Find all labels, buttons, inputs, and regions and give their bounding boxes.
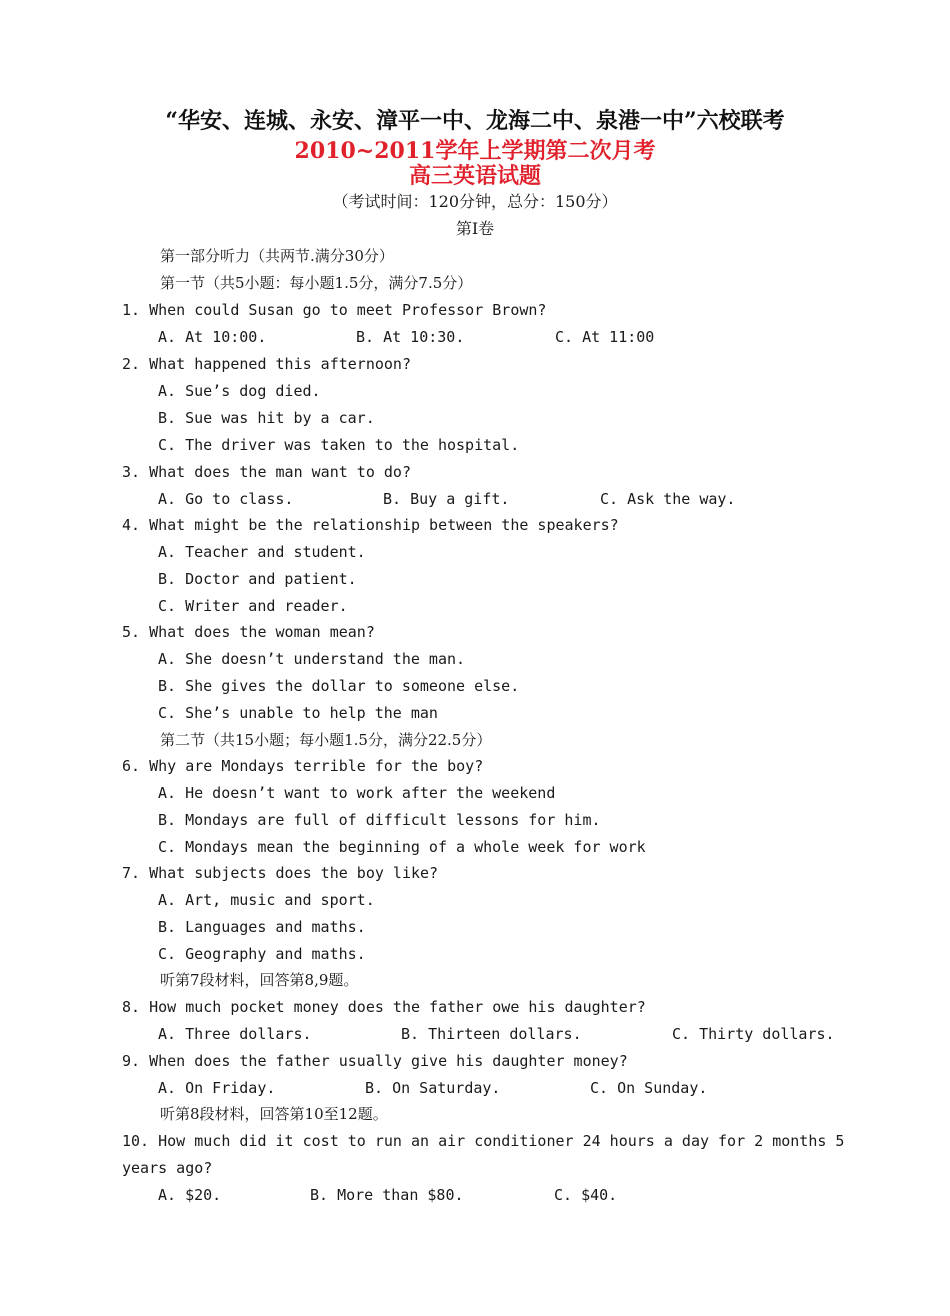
q2-option-b: B. Sue was hit by a car. [158,409,375,427]
q6-option-a: A. He doesn’t want to work after the weekend [158,784,556,802]
q9-option-a: A. On Friday. [158,1079,276,1097]
section2-heading: 第二节（共15小题；每小题1.5分，满分22.5分） [160,731,492,749]
part1-heading: 第一部分听力（共两节.满分30分） [160,247,394,265]
q4-option-a: A. Teacher and student. [158,543,366,561]
question-2: 2. What happened this afternoon? [122,355,411,373]
q10-option-c: C. $40. [554,1186,618,1204]
material8-instruction: 听第8段材料，回答第10至12题。 [160,1105,388,1123]
q4-option-c: C. Writer and reader. [158,597,348,615]
q4-option-b: B. Doctor and patient. [158,570,357,588]
schools-title: “华安、连城、永安、漳平一中、龙海二中、泉港一中”六校联考 [165,108,785,134]
q3-option-b: B. Buy a gift. [383,490,510,508]
question-5: 5. What does the woman mean? [122,623,375,641]
q6-option-c: C. Mondays mean the beginning of a whole week for work [158,838,646,856]
q7-option-c: C. Geography and maths. [158,945,366,963]
time-score-info: （考试时间：120分钟，总分：150分） [332,192,618,211]
question-10-continued: years ago? [122,1159,213,1177]
question-10: 10. How much did it cost to run an air conditioner 24 hours a day for 2 months 5 [122,1132,845,1150]
q6-option-b: B. Mondays are full of difficult lessons for him. [158,811,601,829]
q10-option-b: B. More than $80. [310,1186,464,1204]
q9-option-c: C. On Sunday. [590,1079,708,1097]
q7-option-a: A. Art, music and sport. [158,891,375,909]
q8-option-a: A. Three dollars. [158,1025,312,1043]
question-7: 7. What subjects does the boy like? [122,864,439,882]
q3-option-a: A. Go to class. [158,490,294,508]
q5-option-b: B. She gives the dollar to someone else. [158,677,520,695]
q1-option-b: B. At 10:30. [356,328,465,346]
q2-option-a: A. Sue’s dog died. [158,382,321,400]
question-9: 9. When does the father usually give his daughter money? [122,1052,628,1070]
q9-option-b: B. On Saturday. [365,1079,501,1097]
volume-label: 第I卷 [455,219,495,238]
q10-option-a: A. $20. [158,1186,222,1204]
section1-heading: 第一节（共5小题：每小题1.5分，满分7.5分） [160,274,473,292]
q3-option-c: C. Ask the way. [600,490,736,508]
question-8: 8. How much pocket money does the father owe his daughter? [122,998,646,1016]
q5-option-a: A. She doesn’t understand the man. [158,650,466,668]
question-3: 3. What does the man want to do? [122,463,411,481]
q7-option-b: B. Languages and maths. [158,918,366,936]
q2-option-c: C. The driver was taken to the hospital. [158,436,520,454]
question-6: 6. Why are Mondays terrible for the boy? [122,757,484,775]
question-4: 4. What might be the relationship between the speakers? [122,516,619,534]
material7-instruction: 听第7段材料，回答第8,9题。 [160,971,359,989]
q8-option-c: C. Thirty dollars. [672,1025,835,1043]
question-1: 1. When could Susan go to meet Professor Brown? [122,301,547,319]
q5-option-c: C. She’s unable to help the man [158,704,438,722]
q1-option-c: C. At 11:00 [555,328,655,346]
exam-title: 2010~2011学年上学期第二次月考 [294,138,656,164]
q1-option-a: A. At 10:00. [158,328,267,346]
q8-option-b: B. Thirteen dollars. [401,1025,582,1043]
subject-title: 高三英语试题 [408,163,541,189]
